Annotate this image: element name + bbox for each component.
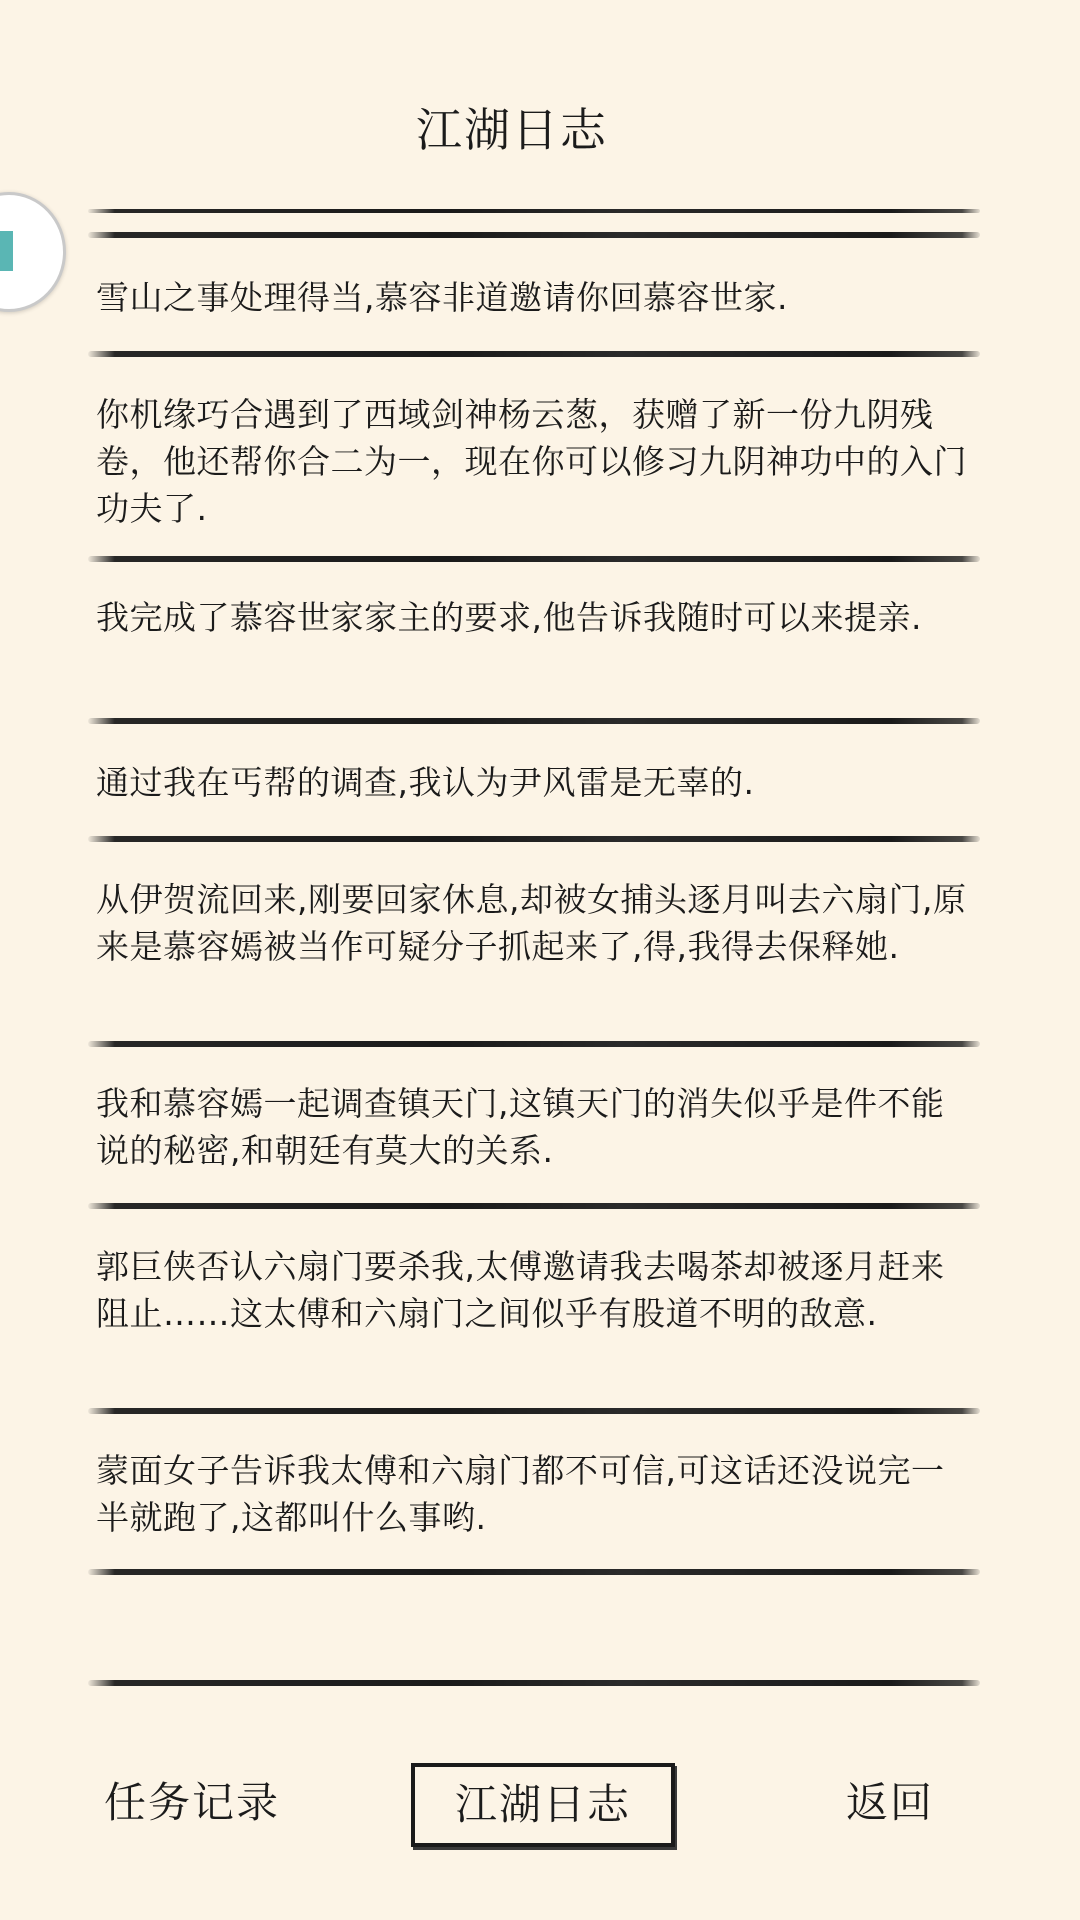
journal-entry: 郭巨侠否认六扇门要杀我,太傅邀请我去喝茶却被逐月赶来阻止……这太傅和六扇门之间似乎有股道不明的敌意. — [96, 1247, 945, 1333]
divider — [88, 232, 980, 238]
journal-entry: 雪山之事处理得当,慕容非道邀请你回慕容世家. — [96, 278, 788, 317]
journal-entry: 通过我在丐帮的调查,我认为尹风雷是无辜的. — [96, 763, 755, 802]
divider — [88, 1203, 980, 1209]
page-title: 江湖日志 — [416, 103, 608, 157]
back-button[interactable]: 返回 — [845, 1778, 934, 1827]
divider — [88, 209, 980, 213]
tab-jianghu-journal[interactable]: 江湖日志 — [411, 1763, 675, 1847]
bottom-nav — [0, 1745, 1080, 1855]
divider — [88, 1041, 980, 1047]
app-icon-accent — [0, 231, 13, 271]
divider — [88, 1408, 980, 1414]
divider — [88, 556, 980, 562]
divider — [88, 718, 980, 724]
journal-entry: 我和慕容嫣一起调查镇天门,这镇天门的消失似乎是件不能说的秘密,和朝廷有莫大的关系. — [96, 1084, 945, 1170]
journal-entry: 蒙面女子告诉我太傅和六扇门都不可信,可这话还没说完一半就跑了,这都叫什么事哟. — [96, 1451, 945, 1537]
journal-entry: 我完成了慕容世家家主的要求,他告诉我随时可以来提亲. — [96, 598, 922, 637]
journal-entry: 你机缘巧合遇到了西域剑神杨云葱，获赠了新一份九阴残卷，他还帮你合二为一，现在你可以修习九阴神功中的入门功夫了. — [96, 395, 967, 528]
divider — [88, 1680, 980, 1686]
tab-task-record[interactable]: 任务记录 — [103, 1778, 280, 1827]
journal-entry: 从伊贺流回来,刚要回家休息,却被女捕头逐月叫去六扇门,原来是慕容嫣被当作可疑分子抓起来了,得,我得去保释她. — [96, 880, 967, 966]
divider — [88, 351, 980, 357]
divider — [88, 836, 980, 842]
divider — [88, 1569, 980, 1575]
floating-app-icon[interactable] — [0, 192, 66, 312]
